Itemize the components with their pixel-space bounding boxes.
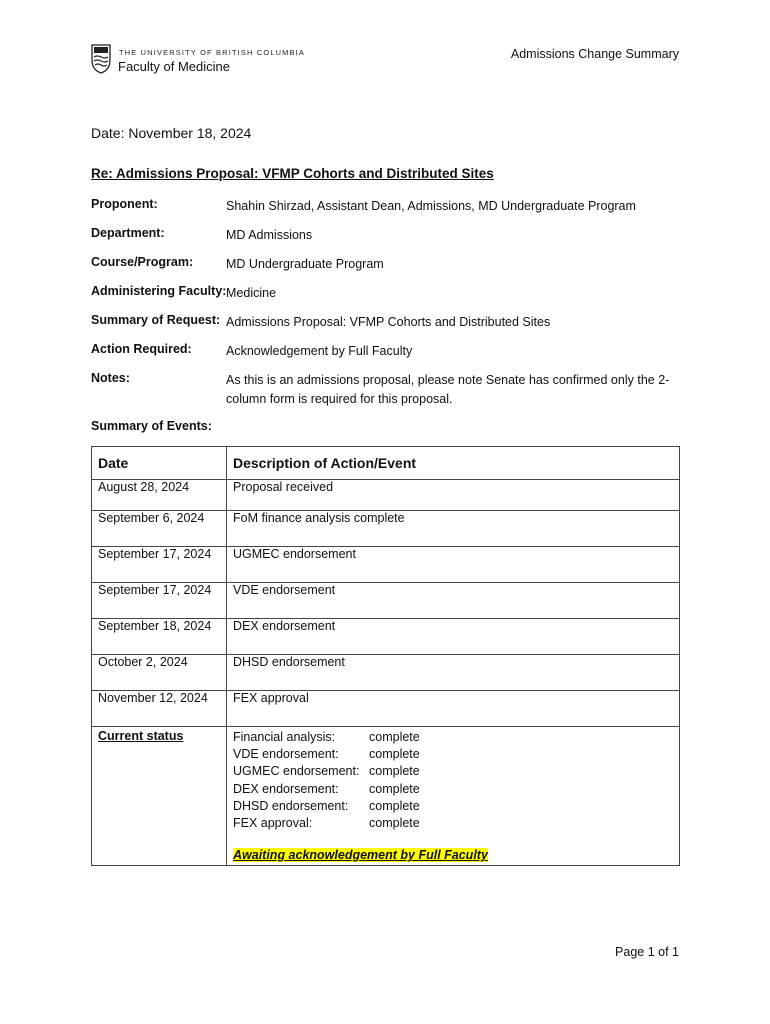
status-item-label: Financial analysis: [233,730,336,744]
status-item-value: complete [369,798,420,813]
events-table [91,446,680,866]
table-row [92,655,680,691]
status-item-value: complete [369,816,420,831]
faculty-name: Faculty of Medicine [118,59,230,74]
field-value: MD Undergraduate Program [226,257,384,271]
subject-line: Re: Admissions Proposal: VFMP Cohorts and Distributed Sites [91,166,494,181]
field-value: Medicine [226,286,277,300]
page-number: Page 1 of 1 [615,945,679,959]
field-label: Administering Faculty: [91,284,227,298]
field-label: Notes: [91,371,130,385]
status-item-value: complete [369,764,420,779]
date-line: Date: November 18, 2024 [91,125,252,141]
event-date: September 17, 2024 [92,583,227,619]
event-date: September 6, 2024 [92,511,227,547]
event-description: FoM finance analysis complete [227,511,680,547]
summary-of-events-title: Summary of Events: [91,419,212,433]
ubc-logo [91,44,306,78]
table-row [92,583,680,619]
field-value: Shahin Shirzad, Assistant Dean, Admissions, MD Undergraduate Program [226,199,636,213]
table-row [92,511,680,547]
ubc-crest-icon [91,44,111,74]
awaiting-acknowledgement-note: Awaiting acknowledgement by Full Faculty [233,848,488,863]
status-item-label: VDE endorsement: [233,747,339,762]
status-list [233,729,673,832]
field-label: Course/Program: [91,255,194,269]
field-label: Action Required: [91,342,192,356]
university-name: THE UNIVERSITY OF BRITISH COLUMBIA [119,48,306,57]
table-row [92,480,680,511]
field-label: Proponent: [91,197,158,211]
event-description: DEX endorsement [227,619,680,655]
event-description: VDE endorsement [227,583,680,619]
current-status-label: Current status [98,729,184,743]
field-value: MD Admissions [226,228,313,242]
table-row [92,619,680,655]
status-item-label: DEX endorsement: [233,781,339,796]
status-item-label: FEX approval: [233,816,313,831]
table-row [92,547,680,583]
current-status-row [92,727,680,866]
table-row [92,691,680,727]
status-item-label: UGMEC endorsement: [233,764,360,779]
event-date: October 2, 2024 [92,655,227,691]
column-header-date: Date [92,447,227,480]
document-header-title: Admissions Change Summary [510,47,679,61]
event-description: FEX approval [227,691,680,727]
event-description: DHSD endorsement [227,655,680,691]
event-description: UGMEC endorsement [227,547,680,583]
column-header-description: Description of Action/Event [227,447,680,480]
event-date: September 18, 2024 [92,619,227,655]
field-label: Summary of Request: [91,313,221,327]
field-value: Admissions Proposal: VFMP Cohorts and Distributed Sites [226,315,551,329]
table-header-row [92,447,680,480]
status-item-label: DHSD endorsement: [233,798,349,813]
status-item-value: complete [369,747,420,762]
field-label: Department: [91,226,165,240]
event-date: November 12, 2024 [92,691,227,727]
status-item-value: complete [369,730,420,744]
status-item-value: complete [369,781,420,796]
event-description: Proposal received [227,480,680,511]
field-value: Acknowledgement by Full Faculty [226,344,413,358]
event-date: September 17, 2024 [92,547,227,583]
field-value: As this is an admissions proposal, please note Senate has confirmed only the 2-column form is required for this proposal. [226,373,670,406]
event-date: August 28, 2024 [92,480,227,511]
